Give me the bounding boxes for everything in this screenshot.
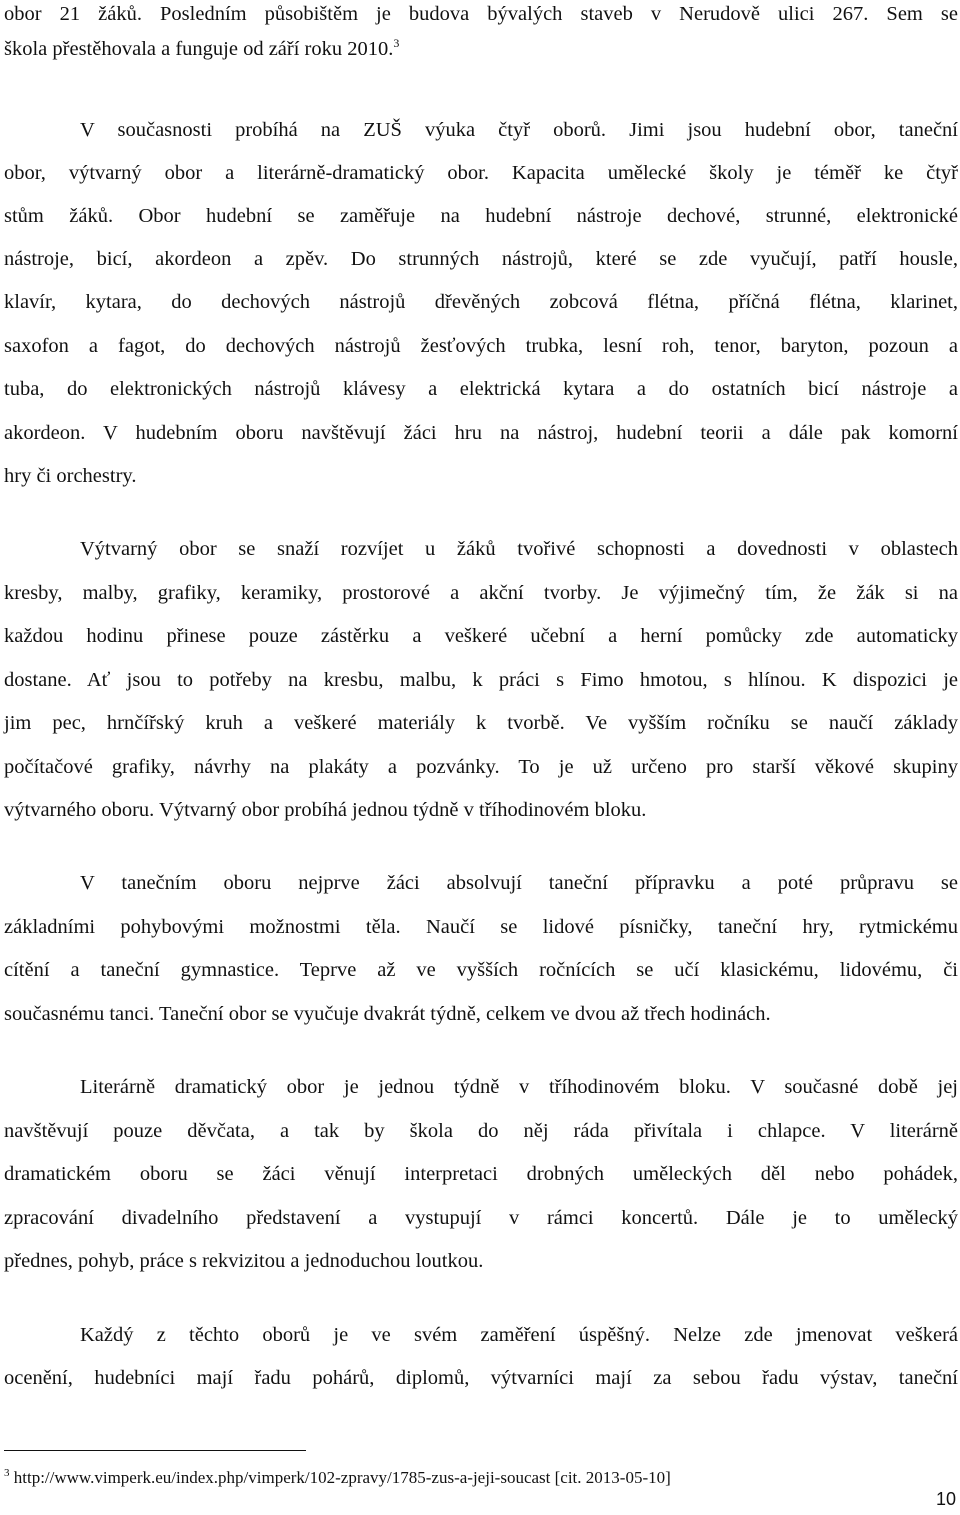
paragraph-2-line-4: nástroje, bicí, akordeon a zpěv. Do strunných nástrojů, které se zde vyučují, patří housle, — [4, 248, 958, 270]
paragraph-2-line-1: V současnosti probíhá na ZUŠ výuka čtyř oborů. Jimi jsou hudební obor, taneční — [80, 119, 958, 141]
paragraph-3-line-4: dostane. Ať jsou to potřeby na kresbu, malbu, k práci s Fimo hmotou, s hlínou. K dispozici je — [4, 669, 958, 691]
footnote-number: 3 — [4, 1467, 10, 1479]
paragraph-4-line-4: současnému tanci. Taneční obor se vyučuje dvakrát týdně, celkem ve dvou až třech hodinách. — [4, 1003, 771, 1025]
paragraph-2-line-9: hry či orchestry. — [4, 465, 137, 487]
paragraph-2-line-5: klavír, kytara, do dechových nástrojů dřevěných zobcová flétna, příčná flétna, klarinet, — [4, 291, 958, 313]
footnote — [4, 1467, 944, 1489]
paragraph-1-line-1: obor 21 žáků. Posledním působištěm je budova bývalých staveb v Nerudově ulici 267. Sem se — [4, 3, 958, 25]
paragraph-4-line-1: V tanečním oboru nejprve žáci absolvují taneční přípravku a poté průpravu se — [80, 872, 958, 894]
paragraph-5-line-3: dramatickém oboru se žáci věnují interpretaci drobných uměleckých děl nebo pohádek, — [4, 1163, 958, 1185]
paragraph-2-line-3: stům žáků. Obor hudební se zaměřuje na hudební nástroje dechové, strunné, elektronické — [4, 205, 958, 227]
paragraph-5-line-2: navštěvují pouze děvčata, a tak by škola do něj ráda přivítala i chlapce. V literárně — [4, 1120, 958, 1142]
footnote-separator — [4, 1450, 306, 1451]
footnote-reference: 3 — [393, 36, 400, 50]
paragraph-3-line-5: jim pec, hrnčířský kruh a veškeré materiály k tvorbě. Ve vyšším ročníku se naučí základy — [4, 712, 958, 734]
page-number: 10 — [935, 1489, 956, 1509]
paragraph-3-line-7: výtvarného oboru. Výtvarný obor probíhá jednou týdně v tříhodinovém bloku. — [4, 799, 647, 821]
paragraph-6-line-2: ocenění, hudebníci mají řadu pohárů, diplomů, výtvarníci mají za sebou řadu výstav, taneční — [4, 1367, 958, 1389]
paragraph-2-line-6: saxofon a fagot, do dechových nástrojů žesťových trubka, lesní roh, tenor, baryton, pozoun a — [4, 335, 958, 357]
paragraph-3-line-3: každou hodinu přinese pouze zástěrku a veškeré učební a herní pomůcky zde automaticky — [4, 625, 958, 647]
paragraph-3-line-6: počítačové grafiky, návrhy na plakáty a pozvánky. To je už určeno pro starší věkové skupiny — [4, 756, 958, 778]
paragraph-2-line-2: obor, výtvarný obor a literárně-dramatický obor. Kapacita umělecké školy je téměř ke čtyř — [4, 162, 958, 184]
paragraph-6-line-1: Každý z těchto oborů je ve svém zaměření úspěšný. Nelze zde jmenovat veškerá — [80, 1324, 958, 1346]
paragraph-5-line-4: zpracování divadelního představení a vystupují v rámci koncertů. Dále je to umělecký — [4, 1207, 958, 1229]
paragraph-1-line-2-text: škola přestěhovala a funguje od září roku 2010. — [4, 38, 394, 60]
paragraph-4-line-2: základními pohybovými možnostmi těla. Naučí se lidové písničky, taneční hry, rytmickému — [4, 916, 958, 938]
paragraph-1-line-2 — [4, 36, 958, 62]
paragraph-5-line-5: přednes, pohyb, práce s rekvizitou a jednoduchou loutkou. — [4, 1250, 484, 1272]
paragraph-5-line-1: Literárně dramatický obor je jednou týdně v tříhodinovém bloku. V současné době jej — [80, 1076, 958, 1098]
paragraph-4-line-3: cítění a taneční gymnastice. Teprve až ve vyšších ročnících se učí klasickému, lidovému, či — [4, 959, 958, 981]
paragraph-2-line-7: tuba, do elektronických nástrojů klávesy a elektrická kytara a do ostatních bicí nástroje a — [4, 378, 958, 400]
paragraph-2-line-8: akordeon. V hudebním oboru navštěvují žáci hru na nástroj, hudební teorii a dále pak komorní — [4, 422, 958, 444]
paragraph-3-line-1: Výtvarný obor se snaží rozvíjet u žáků tvořivé schopnosti a dovednosti v oblastech — [80, 538, 958, 560]
paragraph-3-line-2: kresby, malby, grafiky, keramiky, prostorové a akční tvorby. Je výjimečný tím, že žák si na — [4, 582, 958, 604]
footnote-text: http://www.vimperk.eu/index.php/vimperk/102-zpravy/1785-zus-a-jeji-soucast [cit. 2013-05-10] — [13, 1468, 671, 1487]
